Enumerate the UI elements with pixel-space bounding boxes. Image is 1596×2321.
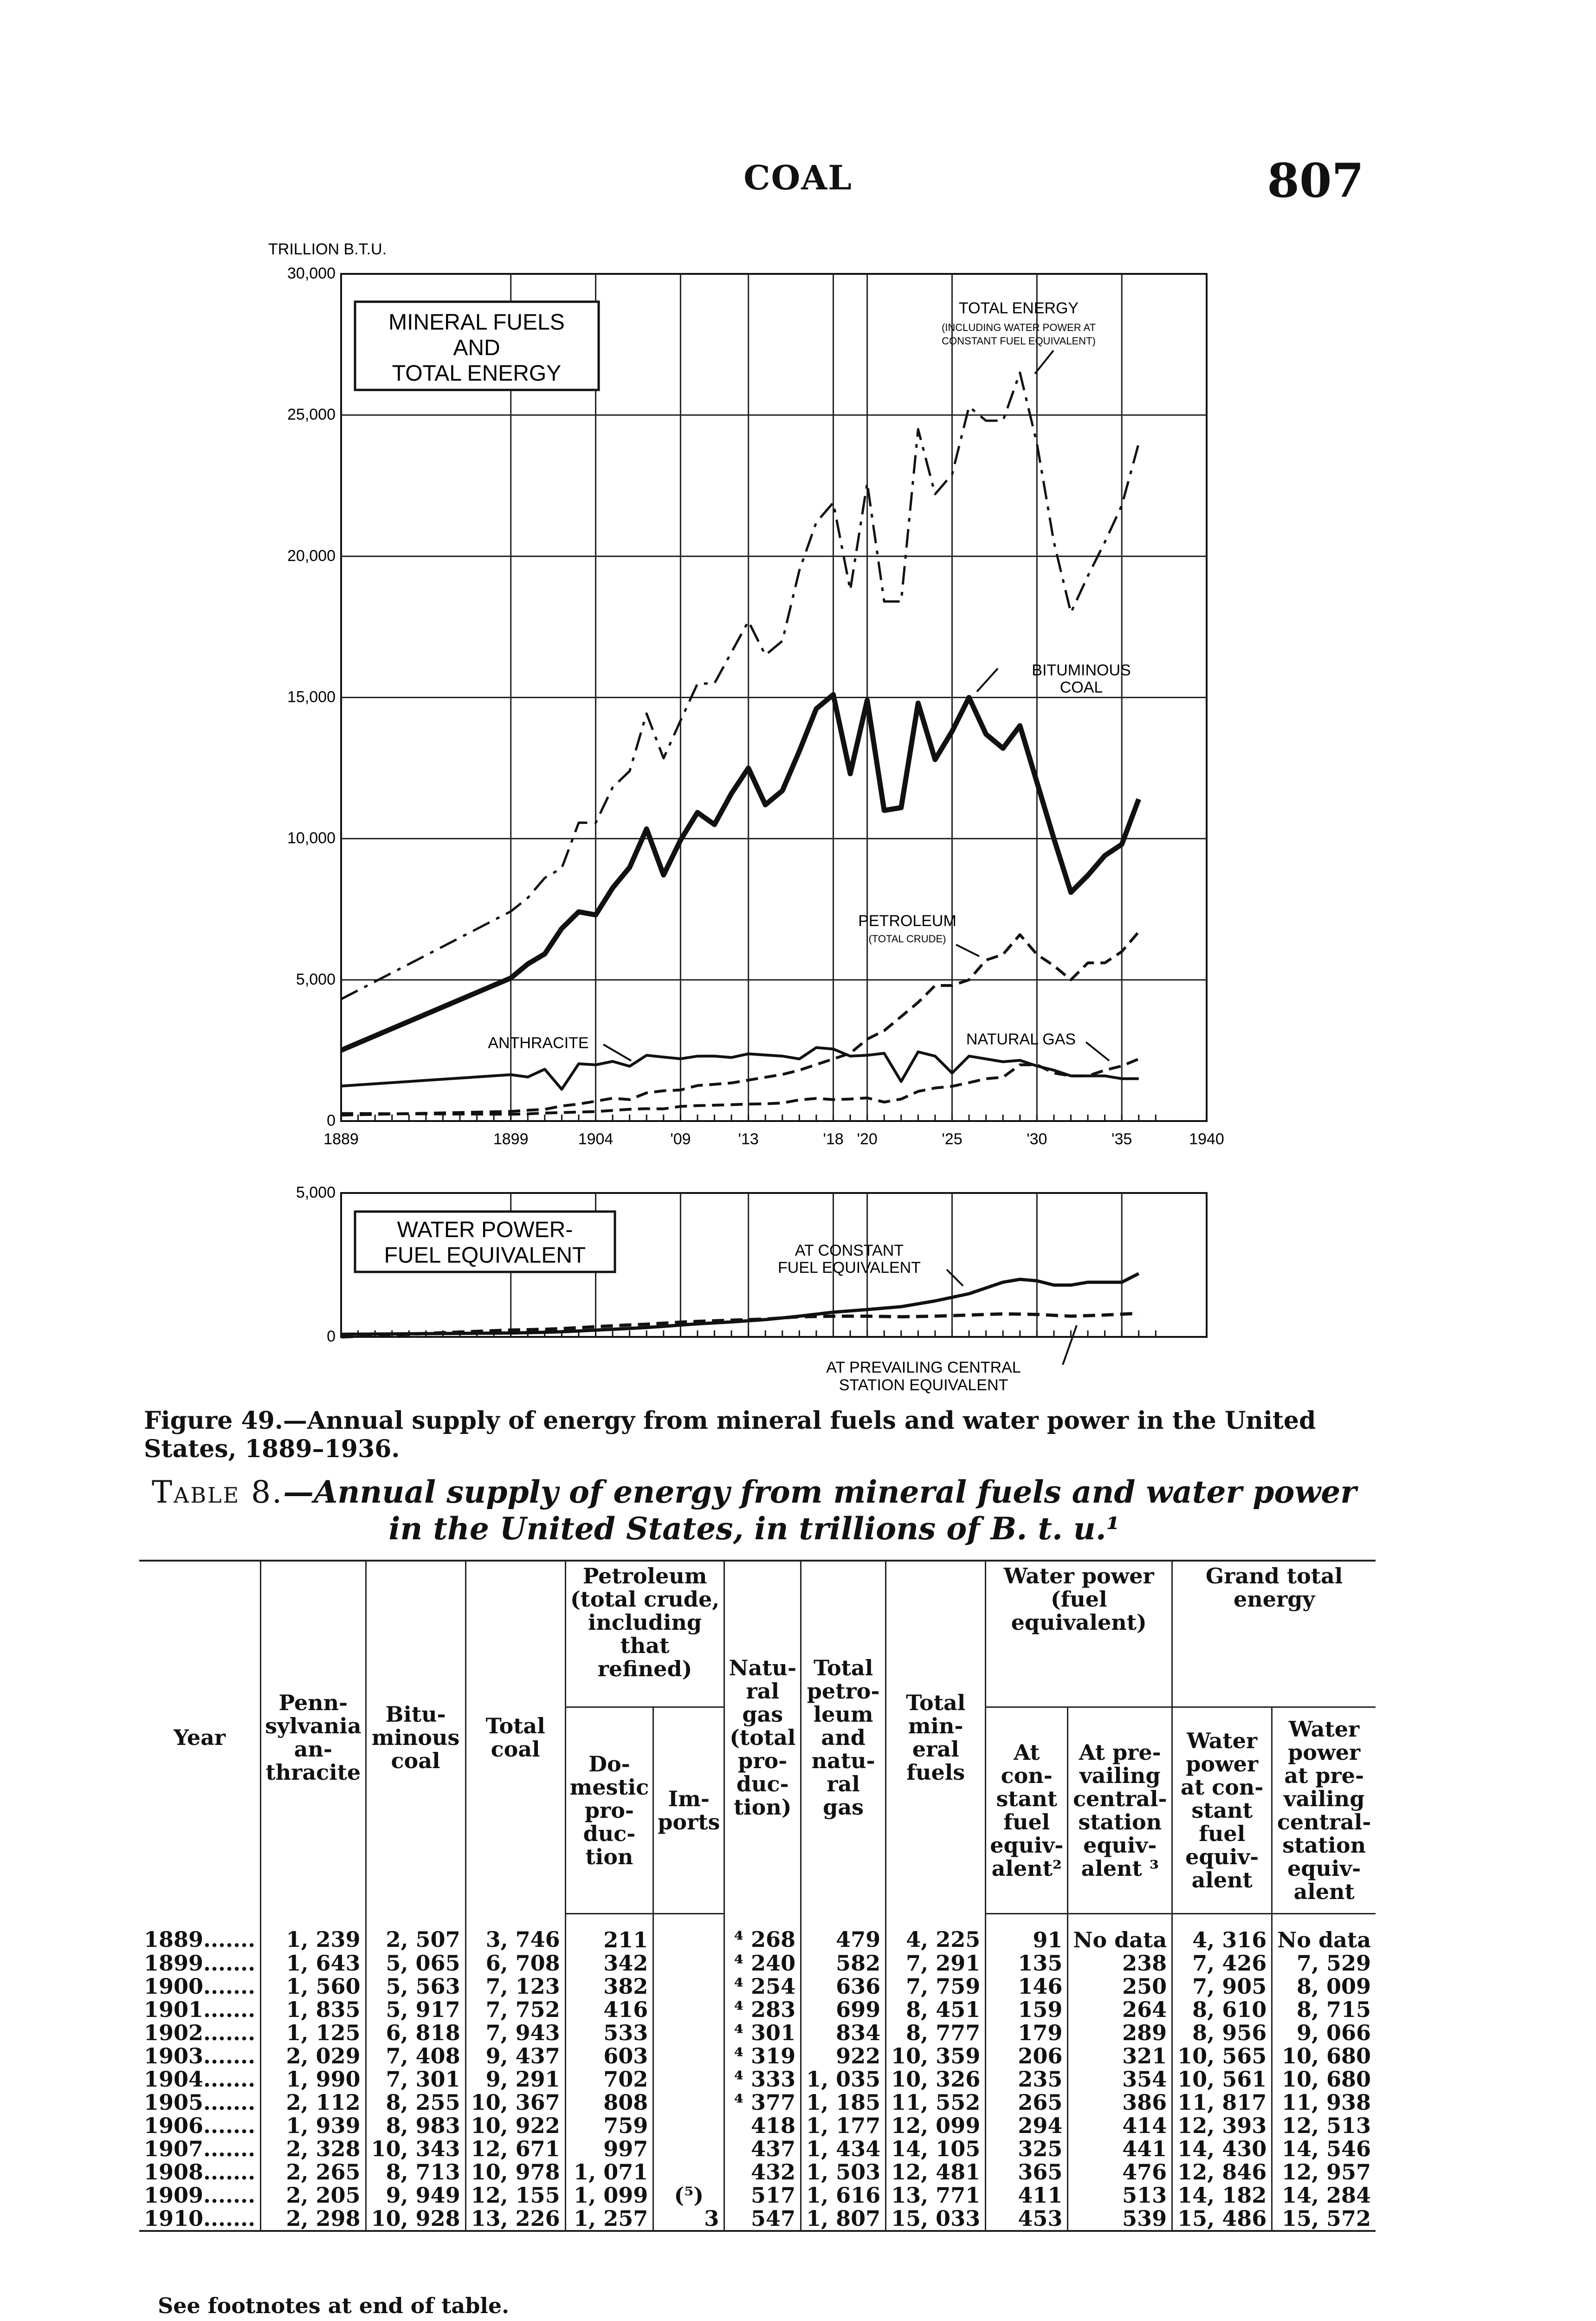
y-tick-label: 0 xyxy=(327,1112,336,1129)
table-cell: 2, 265 xyxy=(261,2160,366,2184)
table-row xyxy=(139,2091,1376,2114)
table-cell: 1, 643 xyxy=(261,1951,366,1975)
table-cell: 414 xyxy=(1068,2114,1172,2137)
table-cell: 11, 552 xyxy=(886,2091,986,2114)
table-cell: 8, 713 xyxy=(366,2160,465,2184)
table-cell xyxy=(653,2091,724,2114)
table-cell xyxy=(653,2068,724,2091)
table-cell: 416 xyxy=(565,1998,653,2021)
series-line xyxy=(341,932,1139,1115)
table-cell: 91 xyxy=(986,1914,1068,1952)
table-cell: 533 xyxy=(565,2021,653,2044)
table-cell: 1, 035 xyxy=(801,2068,886,2091)
table-cell: 10, 565 xyxy=(1172,2044,1272,2068)
series-line xyxy=(341,1048,1139,1089)
table-cell: 12, 957 xyxy=(1272,2160,1376,2184)
table-cell: 354 xyxy=(1068,2068,1172,2091)
table-cell: 699 xyxy=(801,1998,886,2021)
annotation-leader xyxy=(956,945,979,956)
table-cell: 135 xyxy=(986,1951,1068,1975)
table-cell: 6, 818 xyxy=(366,2021,465,2044)
series-line xyxy=(341,694,1139,1050)
table-cell: 5, 917 xyxy=(366,1998,465,2021)
table-cell: 14, 105 xyxy=(886,2137,986,2160)
table-cell: 14, 430 xyxy=(1172,2137,1272,2160)
table-cell: 1, 177 xyxy=(801,2114,886,2137)
x-tick-label: '20 xyxy=(857,1130,878,1148)
x-tick-label: 1940 xyxy=(1189,1130,1224,1148)
table-cell: 5, 563 xyxy=(366,1975,465,1998)
energy-supply-table xyxy=(139,1560,1376,2232)
x-tick-label: '13 xyxy=(738,1130,759,1148)
col-header-total-petroleum-gas: Total petro-leum and natu-ral gas xyxy=(801,1561,886,1914)
table-cell xyxy=(653,1975,724,1998)
chart-water-power xyxy=(296,1184,1207,1394)
x-tick-label: '09 xyxy=(670,1130,691,1148)
chart-title-line: TOTAL ENERGY xyxy=(392,361,562,386)
table-cell xyxy=(653,2160,724,2184)
table-cell: 1899....... xyxy=(144,1951,256,1976)
table-cell: 9, 437 xyxy=(465,2044,565,2068)
table-cell: 997 xyxy=(565,2137,653,2160)
group-header-petroleum: Petroleum (total crude, including that refined) xyxy=(565,1561,724,1707)
table-row xyxy=(139,1975,1376,1998)
table-cell: No data xyxy=(1272,1914,1376,1952)
table-cell: No data xyxy=(1068,1914,1172,1952)
table-cell xyxy=(653,2137,724,2160)
table-cell: 14, 284 xyxy=(1272,2184,1376,2207)
col-header-water-constant: At con-stant fuel equiv-alent² xyxy=(986,1707,1068,1914)
table-row xyxy=(139,2068,1376,2091)
table-cell: 386 xyxy=(1068,2091,1172,2114)
annotation-leader xyxy=(977,668,998,692)
table-cell: 1903....... xyxy=(144,2043,256,2068)
table-cell: 922 xyxy=(801,2044,886,2068)
running-head: COAL xyxy=(743,158,853,197)
series-line xyxy=(341,373,1139,999)
table-cell: 437 xyxy=(724,2137,801,2160)
table-cell: 1905....... xyxy=(144,2090,256,2115)
y-tick-label: 5,000 xyxy=(296,1184,336,1201)
col-header-water-prevailing: At pre-vailing central-station equiv-alent ³ xyxy=(1068,1707,1172,1914)
col-header-anthracite: Penn-sylvania an-thracite xyxy=(261,1561,366,1914)
table-cell: 1889....... xyxy=(144,1927,256,1952)
y-tick-label: 10,000 xyxy=(287,829,336,847)
table-cell: 2, 328 xyxy=(261,2137,366,2160)
table-cell: 146 xyxy=(986,1975,1068,1998)
series-line xyxy=(341,1274,1139,1335)
annotation-petroleum: PETROLEUM xyxy=(858,912,956,930)
table-cell: 1, 503 xyxy=(801,2160,886,2184)
table-cell: 432 xyxy=(724,2160,801,2184)
table-cell: ⁴ 301 xyxy=(724,2021,801,2044)
table-cell: 12, 393 xyxy=(1172,2114,1272,2137)
annotation-leader xyxy=(947,1270,963,1286)
table-cell: 7, 759 xyxy=(886,1975,986,1998)
table-cell: 1, 807 xyxy=(801,2207,886,2231)
table-cell: 5, 065 xyxy=(366,1951,465,1975)
chart-title-line: MINERAL FUELS xyxy=(388,310,565,335)
table-cell: ⁴ 254 xyxy=(724,1975,801,1998)
table-cell xyxy=(653,1951,724,1975)
annotation-bituminous: COAL xyxy=(1060,679,1103,696)
table-cell: 808 xyxy=(565,2091,653,2114)
table-cell: ⁴ 319 xyxy=(724,2044,801,2068)
table-cell: 10, 343 xyxy=(366,2137,465,2160)
table-cell: 206 xyxy=(986,2044,1068,2068)
table-cell: 3, 746 xyxy=(465,1914,565,1952)
table-cell: ⁴ 333 xyxy=(724,2068,801,2091)
table-cell: 1, 239 xyxy=(261,1914,366,1952)
table-cell: 15, 486 xyxy=(1172,2207,1272,2231)
table-cell: 3 xyxy=(653,2207,724,2231)
annotation-anthracite: ANTHRACITE xyxy=(488,1034,589,1052)
y-tick-label: 30,000 xyxy=(287,265,336,282)
annotation-natural-gas: NATURAL GAS xyxy=(966,1031,1076,1048)
table-cell: 8, 610 xyxy=(1172,1998,1272,2021)
table-cell: 7, 408 xyxy=(366,2044,465,2068)
table-cell: 1909....... xyxy=(144,2183,256,2208)
y-tick-label: 15,000 xyxy=(287,688,336,706)
y-axis-unit-label: TRILLION B.T.U. xyxy=(268,240,387,258)
table-cell: 179 xyxy=(986,2021,1068,2044)
x-tick-label: '30 xyxy=(1027,1130,1047,1148)
table-cell: 12, 671 xyxy=(465,2137,565,2160)
table-cell: 7, 943 xyxy=(465,2021,565,2044)
table-cell: 264 xyxy=(1068,1998,1172,2021)
col-header-grand-prevailing: Water power at pre-vailing central-station equiv-alent xyxy=(1272,1707,1376,1914)
table-cell: 834 xyxy=(801,2021,886,2044)
table-cell: 250 xyxy=(1068,1975,1172,1998)
table-cell: 321 xyxy=(1068,2044,1172,2068)
table-cell: 294 xyxy=(986,2114,1068,2137)
table-row xyxy=(139,2207,1376,2231)
table-cell: 382 xyxy=(565,1975,653,1998)
table-cell: 1908....... xyxy=(144,2159,256,2185)
table-cell: 13, 226 xyxy=(465,2207,565,2231)
table-footnote: See footnotes at end of table. xyxy=(158,2293,510,2318)
annotation-constant: FUEL EQUIVALENT xyxy=(778,1259,921,1277)
annotation-petroleum-note: (TOTAL CRUDE) xyxy=(868,933,946,945)
table-cell: 636 xyxy=(801,1975,886,1998)
col-header-bituminous: Bitu-minous coal xyxy=(366,1561,465,1914)
table-cell: 441 xyxy=(1068,2137,1172,2160)
table-cell: 12, 481 xyxy=(886,2160,986,2184)
table-cell: 7, 529 xyxy=(1272,1951,1376,1975)
annotation-leader xyxy=(1086,1042,1109,1061)
table-cell: 1904....... xyxy=(144,2067,256,2092)
table-cell: 7, 301 xyxy=(366,2068,465,2091)
table-cell: 1, 125 xyxy=(261,2021,366,2044)
table-row xyxy=(139,2184,1376,2207)
annotation-total-energy-note: CONSTANT FUEL EQUIVALENT) xyxy=(942,335,1096,347)
table-cell: 13, 771 xyxy=(886,2184,986,2207)
table-label: Table 8. xyxy=(151,1474,284,1510)
chart-mineral-fuels xyxy=(268,240,1224,1148)
table-cell: 1, 990 xyxy=(261,2068,366,2091)
annotation-leader xyxy=(603,1044,631,1061)
table-cell: 1, 616 xyxy=(801,2184,886,2207)
annotation-leader xyxy=(1063,1325,1077,1365)
table-cell: 1, 939 xyxy=(261,2114,366,2137)
table-cell: 4, 225 xyxy=(886,1914,986,1952)
table-row xyxy=(139,2114,1376,2137)
y-tick-label: 25,000 xyxy=(287,406,336,424)
table-cell: 8, 956 xyxy=(1172,2021,1272,2044)
table-cell: 15, 033 xyxy=(886,2207,986,2231)
table-cell: 6, 708 xyxy=(465,1951,565,1975)
table-cell: 1, 071 xyxy=(565,2160,653,2184)
table-cell: 10, 367 xyxy=(465,2091,565,2114)
table-cell: 582 xyxy=(801,1951,886,1975)
table-cell: 702 xyxy=(565,2068,653,2091)
table-cell: ⁴ 283 xyxy=(724,1998,801,2021)
table-cell: 1910....... xyxy=(139,2207,261,2231)
table-cell: 7, 905 xyxy=(1172,1975,1272,1998)
series-line xyxy=(341,1059,1139,1114)
table-cell: 265 xyxy=(986,2091,1068,2114)
table-row xyxy=(139,2137,1376,2160)
table-cell: 547 xyxy=(724,2207,801,2231)
table-row xyxy=(139,1951,1376,1975)
table-cell: 4, 316 xyxy=(1172,1914,1272,1952)
table-cell: 9, 291 xyxy=(465,2068,565,2091)
table-cell: 517 xyxy=(724,2184,801,2207)
table-cell: 1, 434 xyxy=(801,2137,886,2160)
table-cell: 1, 835 xyxy=(261,1998,366,2021)
table-cell: 479 xyxy=(801,1914,886,1952)
table-cell: 342 xyxy=(565,1951,653,1975)
group-header-water-power: Water power (fuel equivalent) xyxy=(986,1561,1172,1707)
table-cell: 9, 066 xyxy=(1272,2021,1376,2044)
x-tick-label: '25 xyxy=(942,1130,963,1148)
table-cell: 10, 928 xyxy=(366,2207,465,2231)
col-header-natural-gas: Natu-ral gas (total pro-duc-tion) xyxy=(724,1561,801,1914)
table-cell xyxy=(653,1998,724,2021)
table-cell: 8, 451 xyxy=(886,1998,986,2021)
table-cell: 10, 326 xyxy=(886,2068,986,2091)
table-row xyxy=(139,2021,1376,2044)
group-header-grand-total: Grand total energy xyxy=(1172,1561,1376,1707)
table-cell: 1, 099 xyxy=(565,2184,653,2207)
x-tick-label: 1899 xyxy=(493,1130,529,1148)
table-cell: 12, 513 xyxy=(1272,2114,1376,2137)
table-cell: 8, 777 xyxy=(886,2021,986,2044)
table-cell: 14, 182 xyxy=(1172,2184,1272,2207)
table-cell: 7, 752 xyxy=(465,1998,565,2021)
table-row xyxy=(139,1998,1376,2021)
table-cell: 10, 680 xyxy=(1272,2044,1376,2068)
table-cell: 10, 922 xyxy=(465,2114,565,2137)
table-cell: 235 xyxy=(986,2068,1068,2091)
x-tick-label: 1889 xyxy=(323,1130,359,1148)
table-cell: 8, 715 xyxy=(1272,1998,1376,2021)
table-cell: 10, 561 xyxy=(1172,2068,1272,2091)
table-cell: 15, 572 xyxy=(1272,2207,1376,2231)
series-line xyxy=(341,1313,1139,1337)
table-cell: (⁵) xyxy=(653,2184,724,2207)
table-cell: 10, 359 xyxy=(886,2044,986,2068)
table-cell: 2, 112 xyxy=(261,2091,366,2114)
table-cell: 365 xyxy=(986,2160,1068,2184)
col-header-total-coal: Total coal xyxy=(465,1561,565,1914)
table-cell: 12, 155 xyxy=(465,2184,565,2207)
col-header-total-mineral-fuels: Total min-eral fuels xyxy=(886,1561,986,1914)
table-cell: 2, 205 xyxy=(261,2184,366,2207)
chart-title-line: FUEL EQUIVALENT xyxy=(384,1243,586,1268)
table-row xyxy=(139,2160,1376,2184)
figure-caption: Figure 49.—Annual supply of energy from mineral fuels and water power in the United States, 1889–1936. xyxy=(144,1407,1316,1463)
table-cell: 10, 978 xyxy=(465,2160,565,2184)
table-cell: ⁴ 240 xyxy=(724,1951,801,1975)
table-row xyxy=(139,1914,1376,1952)
col-header-grand-constant: Water power at con-stant fuel equiv-alent xyxy=(1172,1707,1272,1914)
table-cell: 1902....... xyxy=(144,2020,256,2045)
y-tick-label: 20,000 xyxy=(287,547,336,565)
table-cell: 211 xyxy=(565,1914,653,1952)
y-tick-label: 5,000 xyxy=(296,970,336,988)
table-cell: 7, 426 xyxy=(1172,1951,1272,1975)
chart-title-line: AND xyxy=(453,336,500,360)
table-cell: 8, 983 xyxy=(366,2114,465,2137)
table-cell: 1, 257 xyxy=(565,2207,653,2231)
table-cell xyxy=(653,2021,724,2044)
table-cell: 8, 255 xyxy=(366,2091,465,2114)
table-cell: 2, 029 xyxy=(261,2044,366,2068)
annotation-total-energy: TOTAL ENERGY xyxy=(958,299,1079,317)
annotation-prevailing: AT PREVAILING CENTRAL xyxy=(826,1359,1021,1376)
table-cell: 8, 009 xyxy=(1272,1975,1376,1998)
table-cell: 1906....... xyxy=(144,2113,256,2138)
table-cell: 1900....... xyxy=(144,1974,256,1999)
table-cell xyxy=(653,2044,724,2068)
table-row xyxy=(139,2044,1376,2068)
x-tick-label: 1904 xyxy=(578,1130,614,1148)
table-cell: 9, 949 xyxy=(366,2184,465,2207)
table-cell: 539 xyxy=(1068,2207,1172,2231)
annotation-bituminous: BITUMINOUS xyxy=(1032,661,1131,679)
table-cell xyxy=(653,2114,724,2137)
table-cell: 603 xyxy=(565,2044,653,2068)
table-cell: 1901....... xyxy=(144,1997,256,2022)
table-cell: 1907....... xyxy=(144,2136,256,2161)
col-header-year: Year xyxy=(139,1561,261,1914)
table-cell: 453 xyxy=(986,2207,1068,2231)
table-cell: 11, 938 xyxy=(1272,2091,1376,2114)
table-cell: 10, 680 xyxy=(1272,2068,1376,2091)
x-tick-label: '18 xyxy=(823,1130,844,1148)
table-cell: 7, 123 xyxy=(465,1975,565,1998)
table-cell: 1, 560 xyxy=(261,1975,366,1998)
x-tick-label: '35 xyxy=(1111,1130,1132,1148)
col-header-imports: Im-ports xyxy=(653,1707,724,1914)
table-title-text: —Annual supply of energy from mineral fuels and water power in the United States, in trillions of B. t. u.¹ xyxy=(283,1474,1357,1547)
table-cell: 476 xyxy=(1068,2160,1172,2184)
table-cell: 1, 185 xyxy=(801,2091,886,2114)
table-cell: 2, 507 xyxy=(366,1914,465,1952)
table-cell: 325 xyxy=(986,2137,1068,2160)
table-cell: ⁴ 268 xyxy=(724,1914,801,1952)
table-cell xyxy=(653,1914,724,1952)
table-cell: 12, 099 xyxy=(886,2114,986,2137)
table-cell: 418 xyxy=(724,2114,801,2137)
table-title xyxy=(144,1474,1364,1547)
table-cell: 7, 291 xyxy=(886,1951,986,1975)
table-cell: ⁴ 377 xyxy=(724,2091,801,2114)
table-cell: 238 xyxy=(1068,1951,1172,1975)
table-cell: 289 xyxy=(1068,2021,1172,2044)
table-cell: 2, 298 xyxy=(261,2207,366,2231)
table-cell: 411 xyxy=(986,2184,1068,2207)
page-number: 807 xyxy=(1267,153,1364,208)
annotation-total-energy-note: (INCLUDING WATER POWER AT xyxy=(941,322,1096,333)
chart-title-line: WATER POWER- xyxy=(397,1218,573,1242)
col-header-domestic-production: Do-mestic pro-duc-tion xyxy=(565,1707,653,1914)
annotation-constant: AT CONSTANT xyxy=(795,1242,904,1259)
table-cell: 513 xyxy=(1068,2184,1172,2207)
table-cell: 12, 846 xyxy=(1172,2160,1272,2184)
annotation-prevailing: STATION EQUIVALENT xyxy=(839,1376,1008,1394)
annotation-leader xyxy=(1035,350,1053,374)
table-cell: 159 xyxy=(986,1998,1068,2021)
table-cell: 14, 546 xyxy=(1272,2137,1376,2160)
table-cell: 759 xyxy=(565,2114,653,2137)
y-tick-label: 0 xyxy=(327,1328,336,1345)
table-cell: 11, 817 xyxy=(1172,2091,1272,2114)
